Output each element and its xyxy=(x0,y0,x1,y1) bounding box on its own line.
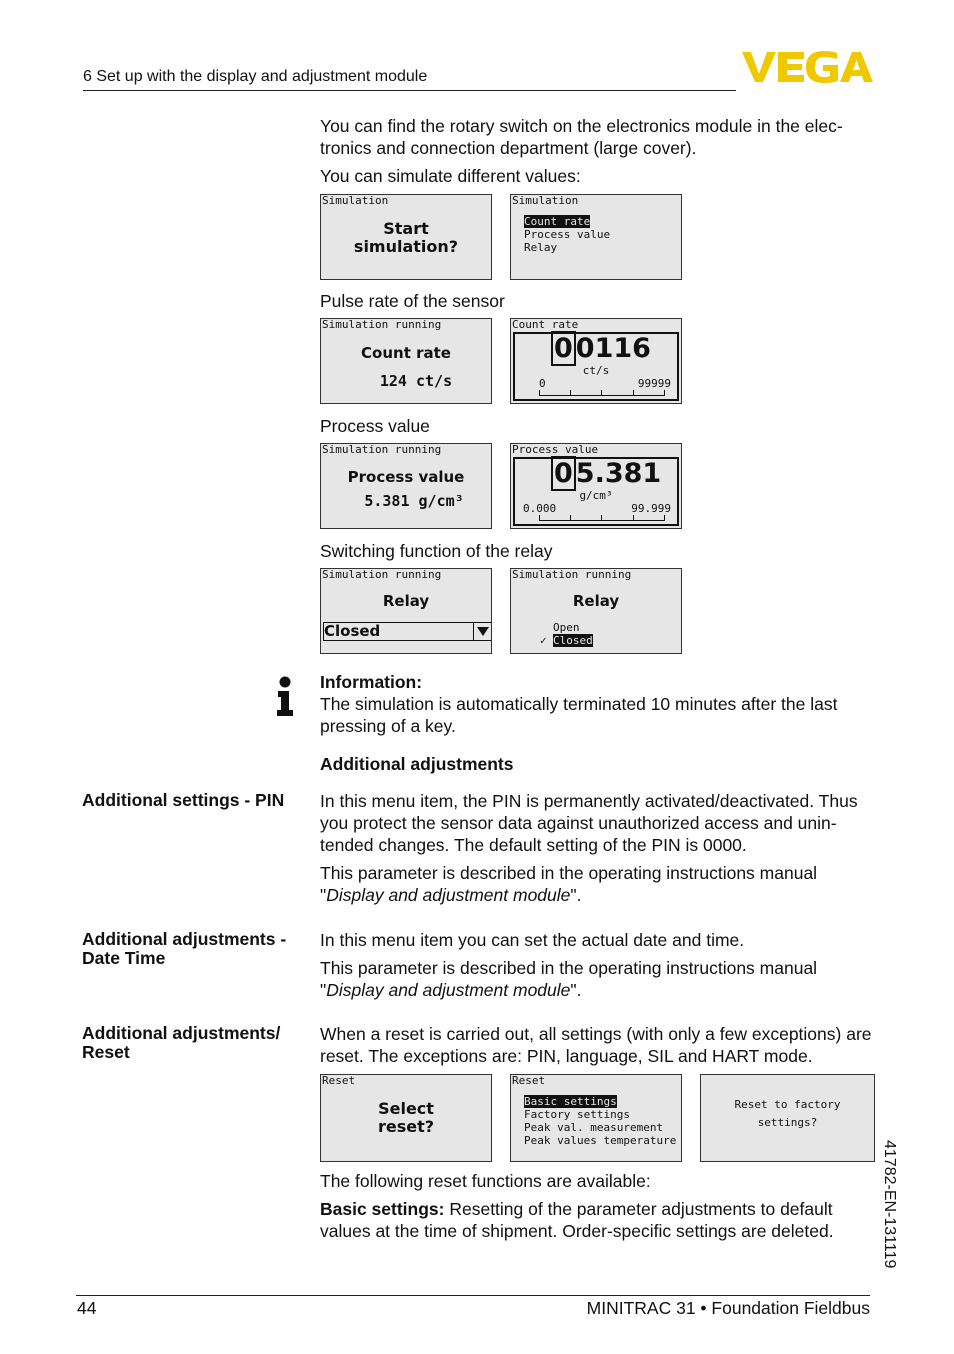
display-title: Count rate xyxy=(512,318,579,331)
basic-settings-text: Resetting of the parameter adjustments to default values at the time of shipment. Order-specific settings are deleted. xyxy=(320,1199,834,1241)
info-text: The simulation is automatically terminated 10 minutes after the last pressing of a key. xyxy=(320,694,838,736)
document-id xyxy=(876,1140,906,1290)
caption-pulse-rate: Pulse rate of the sensor xyxy=(320,291,505,311)
display-title: Simulation running xyxy=(322,318,442,331)
display-line: Relay xyxy=(572,592,620,610)
display-reset-menu xyxy=(510,1074,682,1162)
side-label-reset xyxy=(82,1024,307,1062)
display-relay-dropdown xyxy=(320,568,492,654)
value-unit: g/cm³ xyxy=(579,489,613,502)
display-start-simulation xyxy=(320,194,492,280)
display-line: 124 ct/s xyxy=(379,372,453,390)
edit-value xyxy=(551,334,651,364)
display-line: Process value xyxy=(347,468,465,486)
date-time-reference xyxy=(320,957,875,1001)
pin-reference-text: This parameter is described in the operating instructions manual " xyxy=(320,863,818,905)
info-icon xyxy=(275,676,295,718)
relay-dropdown xyxy=(323,622,492,641)
display-line: Start xyxy=(383,219,429,238)
additional-adjustments-heading: Additional adjustments xyxy=(320,754,514,774)
date-time-paragraph: In this menu item you can set the actual date and time. xyxy=(320,930,745,950)
display-count-rate-running xyxy=(320,318,492,404)
running-header: 6 Set up with the display and adjustment module xyxy=(83,68,428,85)
display-line: 5.381 g/cm³ xyxy=(364,492,464,510)
pin-paragraph: In this menu item, the PIN is permanently activated/deactivated. Thus you protect the sensor data against unauthorized access and unin-tended changes. The default setting of the PIN is 0000. xyxy=(320,791,858,855)
date-time-reference-end: ". xyxy=(570,980,582,1000)
scale-min: 0.000 xyxy=(523,502,557,515)
date-time-reference-manual: Display and adjustment module xyxy=(326,980,571,1000)
scale-tick xyxy=(570,515,571,521)
display-process-value-running xyxy=(320,443,492,529)
relay-option-closed: Closed xyxy=(553,634,593,647)
menu-item: Relay xyxy=(524,241,558,254)
display-count-rate-edit xyxy=(510,318,682,404)
display-title: Reset xyxy=(322,1074,356,1087)
scale-tick xyxy=(539,390,540,396)
scale-axis xyxy=(539,395,665,396)
display-line: Reset to factory xyxy=(734,1098,841,1111)
menu-item: Process value xyxy=(524,228,611,241)
side-label-line: Additional adjustments/ xyxy=(82,1023,281,1043)
scale-tick xyxy=(601,390,602,396)
scale-tick xyxy=(664,390,665,396)
scale-axis xyxy=(539,520,665,521)
scale-tick xyxy=(633,390,634,396)
relay-option-open: Open xyxy=(553,621,580,634)
menu-item-selected: Basic settings xyxy=(524,1095,617,1108)
display-reset-confirm xyxy=(700,1074,875,1162)
scale-max: 99.999 xyxy=(631,502,671,515)
menu-item: Peak val. measurement xyxy=(524,1121,664,1134)
display-line: Select xyxy=(378,1099,434,1118)
display-title: Simulation xyxy=(512,194,579,207)
checkmark-icon: ✓ xyxy=(540,634,547,647)
scale-tick xyxy=(633,515,634,521)
display-title: Simulation running xyxy=(512,568,632,581)
side-label-line: Date Time xyxy=(82,948,166,968)
info-heading: Information: xyxy=(320,672,423,692)
display-title: Reset xyxy=(512,1074,546,1087)
menu-item: Factory settings xyxy=(524,1108,630,1121)
reset-functions-intro: The following reset functions are available: xyxy=(320,1171,651,1191)
value-frame xyxy=(513,457,679,526)
display-line: Count rate xyxy=(361,344,451,362)
display-line: settings? xyxy=(757,1116,818,1129)
scale-tick xyxy=(539,515,540,521)
display-simulation-menu xyxy=(510,194,682,280)
display-line: Relay xyxy=(382,592,430,610)
side-label-pin: Additional settings - PIN xyxy=(82,790,285,810)
simulate-paragraph: You can simulate different values: xyxy=(320,166,581,186)
vega-logo xyxy=(742,50,874,84)
header-rule xyxy=(83,90,736,91)
edit-cursor-digit: 0 xyxy=(551,331,576,366)
scale-tick xyxy=(601,515,602,521)
side-label-date-time xyxy=(82,930,307,968)
value-unit: ct/s xyxy=(582,364,610,377)
caption-process-value: Process value xyxy=(320,416,430,436)
document-id-text: 41782-EN-131119 xyxy=(881,1140,898,1269)
caption-relay: Switching function of the relay xyxy=(320,541,553,561)
edit-value xyxy=(551,459,661,489)
product-name: MINITRAC 31 • Foundation Fieldbus xyxy=(586,1298,870,1318)
display-title: Simulation running xyxy=(322,443,442,456)
edit-cursor-digit: 0 xyxy=(551,456,576,491)
intro-paragraph: You can find the rotary switch on the electronics module in the elec-tronics and connection department (large cover). xyxy=(320,116,843,158)
scale-min: 0 xyxy=(539,377,546,390)
basic-settings-paragraph xyxy=(320,1198,875,1242)
display-title: Process value xyxy=(512,443,599,456)
pin-reference xyxy=(320,862,875,906)
date-time-reference-text: This parameter is described in the operating instructions manual " xyxy=(320,958,818,1000)
pin-reference-manual: Display and adjustment module xyxy=(326,885,571,905)
value-frame xyxy=(513,332,679,401)
scale-max: 99999 xyxy=(637,377,671,390)
display-process-value-edit xyxy=(510,443,682,529)
pin-reference-end: ". xyxy=(570,885,582,905)
scale-tick xyxy=(664,515,665,521)
side-label-line: Additional adjustments - xyxy=(82,929,287,949)
reset-paragraph: When a reset is carried out, all settings (with only a few exceptions) are reset. The exceptions are: PIN, language, SIL and HART mode. xyxy=(320,1024,872,1066)
scale-tick xyxy=(570,390,571,396)
footer-rule xyxy=(76,1295,870,1296)
menu-item-selected: Count rate xyxy=(524,215,591,228)
display-line: reset? xyxy=(377,1117,435,1136)
display-relay-options xyxy=(510,568,682,654)
page-number: 44 xyxy=(77,1298,97,1318)
chevron-down-icon xyxy=(473,623,492,640)
side-label-line: Reset xyxy=(82,1042,130,1062)
edit-value-rest: 0116 xyxy=(575,333,651,364)
display-title: Simulation running xyxy=(322,568,442,581)
display-select-reset xyxy=(320,1074,492,1162)
relay-dropdown-value: Closed xyxy=(324,622,381,640)
edit-value-rest: 5.381 xyxy=(575,458,662,489)
basic-settings-term: Basic settings: xyxy=(320,1199,445,1219)
display-line: simulation? xyxy=(353,237,459,256)
display-title: Simulation xyxy=(322,194,389,207)
menu-item: Peak values temperature xyxy=(524,1134,677,1147)
